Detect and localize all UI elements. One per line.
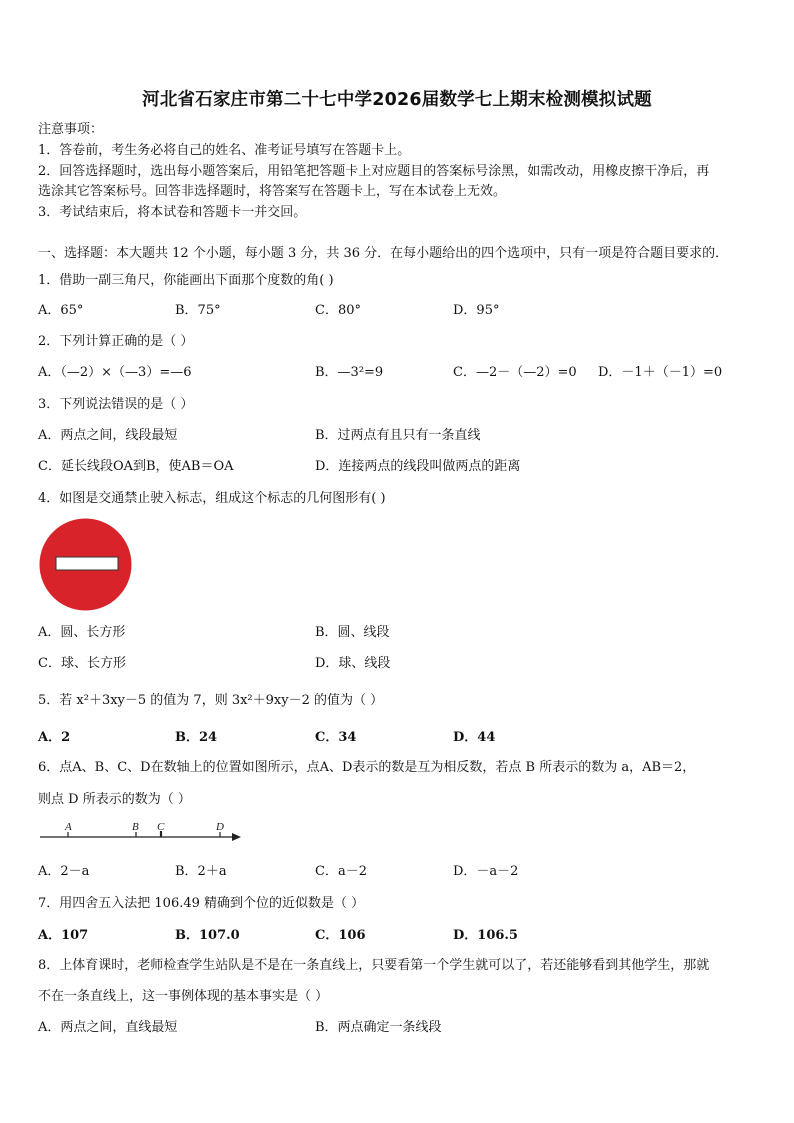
notice-item-1: 1．答卷前，考生务必将自己的姓名、准考证号填写在答题卡上。 <box>38 143 411 158</box>
question-5-stem: 5．若 x²＋3xy－5 的值为 7，则 3x²＋9xy－2 的值为（ ） <box>38 693 384 708</box>
number-line-figure <box>38 818 243 848</box>
q4-option-a: A．圆、长方形 <box>38 625 126 640</box>
question-6-stem-line-1: 6．点A、B、C、D在数轴上的位置如图所示，点A、D表示的数是互为相反数，若点 B 所表示的数为 a，AB＝2， <box>38 760 696 775</box>
question-6-stem-line-2: 则点 D 所表示的数为（ ） <box>38 792 191 807</box>
q5-option-c: C．34 <box>315 730 357 745</box>
q2-option-d: D．－1＋（－1）=0 <box>598 365 723 380</box>
q4-option-d: D．球、线段 <box>315 656 391 671</box>
q2-option-c: C．—2－（—2）=0 <box>453 365 577 380</box>
question-8-stem-line-2: 不在一条直线上，这一事例体现的基本事实是（ ） <box>38 989 329 1004</box>
q1-option-c: C．80° <box>315 303 361 318</box>
point-label-b: B <box>132 821 139 833</box>
q6-option-a: A．2－a <box>38 864 90 879</box>
point-label-d: D <box>216 821 224 833</box>
q5-option-d: D．44 <box>453 730 496 745</box>
q5-option-b: B．24 <box>175 730 218 745</box>
question-2-stem: 2．下列计算正确的是（ ） <box>38 334 194 349</box>
sign-bar <box>56 557 118 570</box>
question-8-stem-line-1: 8．上体育课时，老师检查学生站队是不是在一条直线上，只要看第一个学生就可以了，若还能够看到其他学生，那就 <box>38 958 710 973</box>
notice-item-2: 2．回答选择题时，选出每小题答案后，用铅笔把答题卡上对应题目的答案标号涂黑，如需改动，用橡皮擦干净后，再 <box>38 164 710 179</box>
q7-option-b: B．107.0 <box>175 928 240 943</box>
q3-option-c: C．延长线段OA到B，使AB＝OA <box>38 459 234 474</box>
question-7-stem: 7．用四舍五入法把 106.49 精确到个位的近似数是（ ） <box>38 896 365 911</box>
q6-option-b: B．2＋a <box>175 864 227 879</box>
q6-option-c: C．a－2 <box>315 864 367 879</box>
number-line-arrow <box>232 833 241 841</box>
q7-option-c: C．106 <box>315 928 366 943</box>
page-title: 河北省石家庄市第二十七中学2026届数学七上期末检测模拟试题 <box>142 90 652 110</box>
q7-option-a: A．107 <box>38 928 89 943</box>
q8-option-a: A．两点之间，直线最短 <box>38 1020 178 1035</box>
q7-option-d: D．106.5 <box>453 928 518 943</box>
point-label-c: C <box>157 821 165 833</box>
q1-option-d: D．95° <box>453 303 500 318</box>
q5-option-a: A．2 <box>38 730 71 745</box>
q2-option-b: B．—3²=9 <box>315 365 384 380</box>
q1-option-a: A．65° <box>38 303 84 318</box>
q4-option-b: B．圆、线段 <box>315 625 390 640</box>
question-4-stem: 4．如图是交通禁止驶入标志，组成这个标志的几何图形有( ) <box>38 491 386 506</box>
q1-option-b: B．75° <box>175 303 221 318</box>
q3-option-a: A．两点之间，线段最短 <box>38 428 178 443</box>
q2-option-a: A．（—2）×（—3）=—6 <box>38 365 192 380</box>
q4-option-c: C．球、长方形 <box>38 656 126 671</box>
question-3-stem: 3．下列说法错误的是（ ） <box>38 397 194 412</box>
q3-option-d: D．连接两点的线段叫做两点的距离 <box>315 459 521 474</box>
q3-option-b: B．过两点有且只有一条直线 <box>315 428 481 443</box>
no-entry-sign-figure <box>38 517 133 612</box>
section-heading: 一、选择题：本大题共 12 个小题，每小题 3 分，共 36 分．在每小题给出的四个选项中，只有一项是符合题目要求的． <box>38 246 729 261</box>
q6-option-d: D．－a－2 <box>453 864 519 879</box>
notice-item-2-cont: 选涂其它答案标号。回答非选择题时，将答案写在答题卡上，写在本试卷上无效。 <box>38 184 507 199</box>
question-1-stem: 1．借助一副三角尺，你能画出下面那个度数的角( ) <box>38 273 334 288</box>
q8-option-b: B．两点确定一条线段 <box>315 1020 442 1035</box>
notice-item-3: 3．考试结束后，将本试卷和答题卡一并交回。 <box>38 205 307 220</box>
notice-heading: 注意事项： <box>38 122 104 137</box>
point-label-a: A <box>65 821 72 833</box>
